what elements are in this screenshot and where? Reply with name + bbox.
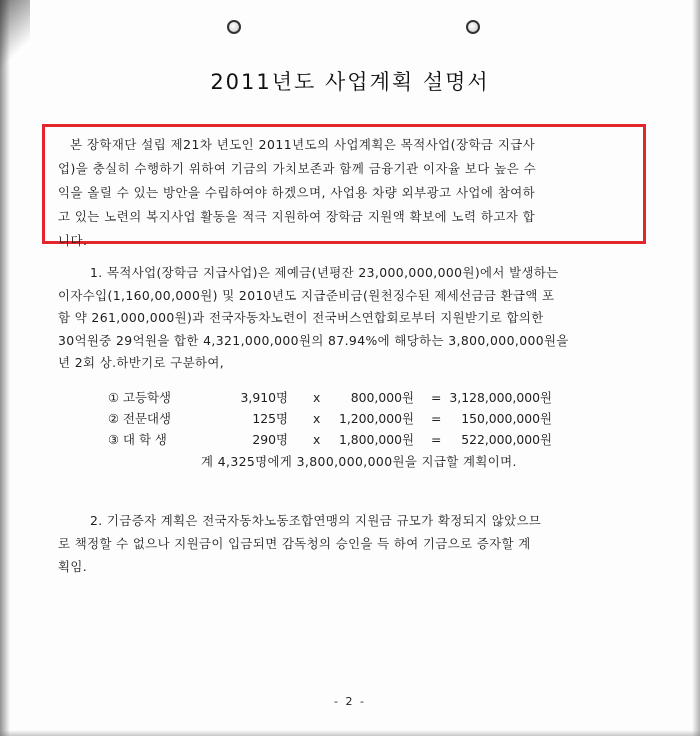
breakdown-count: 3,910명 [240, 390, 288, 405]
breakdown-op: x [313, 411, 321, 426]
breakdown-count: 125명 [252, 411, 288, 426]
scan-shadow-left [0, 0, 10, 736]
breakdown-unit: 800,000원 [350, 390, 414, 405]
breakdown-total: 3,128,000,000원 [449, 390, 552, 405]
section-1-line: 30억원중 29억원을 합한 4,321,000,000원의 87.94%에 해당하는 3,800,000,000원을 [58, 332, 569, 348]
breakdown-unit: 1,200,000원 [338, 411, 414, 426]
scan-shadow-right [692, 0, 700, 736]
section-1-line: 함 약 261,000,000원)과 전국자동차노련이 전국버스연합회로부터 지원받기로 합의한 [58, 310, 544, 325]
breakdown-eq: = [431, 390, 442, 405]
breakdown-eq: = [431, 432, 442, 447]
section-1-line: 1. 목적사업(장학금 지급사업)은 제예금(년평잔 23,000,000,000원)에서 발생하는 [90, 265, 559, 280]
breakdown-eq: = [431, 411, 442, 426]
breakdown-total: 522,000,000원 [461, 432, 552, 447]
section-2-paragraph [58, 509, 646, 578]
breakdown-label: ② 전문대생 [108, 411, 171, 426]
section-2-line: 획임. [58, 559, 88, 574]
breakdown-count: 290명 [252, 432, 288, 447]
punch-hole-icon [227, 20, 241, 34]
breakdown-op: x [313, 432, 321, 447]
breakdown-total: 150,000,000원 [461, 411, 552, 426]
punch-hole-icon [466, 20, 480, 34]
section-2-line: 2. 기금증자 계획은 전국자동차노동조합연맹의 지원금 규모가 확정되지 않았으므 [90, 513, 542, 528]
intro-line: 고 있는 노련의 복지사업 활동을 적극 지원하여 장학금 지원액 확보에 노력 하고자 합 [58, 209, 536, 224]
page-number: - 2 - [334, 695, 366, 708]
section-1-line: 년 2회 상.하반기로 구분하여, [58, 355, 225, 370]
section-1-line: 이자수입(1,160,00,000원) 및 2010년도 지급준비금(원천징수된 제세선금금 환급액 포 [58, 287, 555, 303]
scan-shadow-corner [0, 0, 30, 70]
intro-line: 니다. [58, 233, 88, 248]
intro-line: 본 장학재단 설립 제21차 년도인 2011년도의 사업계획은 목적사업(장학금 지급사 [70, 137, 536, 152]
section-1-paragraph [58, 262, 646, 375]
intro-line: 업)을 충실히 수행하기 위하여 기금의 가치보존과 함께 금융기관 이자율 보다 높은 수 [58, 161, 537, 176]
breakdown-op: x [313, 390, 321, 405]
breakdown-summary: 계 4,325명에게 3,800,000,000원을 지급할 계획이며. [201, 454, 517, 469]
breakdown-label: ① 고등학생 [108, 390, 171, 405]
breakdown-unit: 1,800,000원 [338, 432, 414, 447]
breakdown-label: ③ 대 학 생 [108, 432, 167, 447]
document-title: 2011년도 사업계획 설명서 [210, 70, 490, 94]
intro-paragraph [58, 133, 636, 253]
scan-shadow-bottom [0, 730, 700, 736]
intro-line: 익을 올릴 수 있는 방안을 수립하여야 하겠으며, 사업용 차량 외부광고 사업에 참여하 [58, 185, 536, 200]
section-2-line: 로 책정할 수 없으나 지원금이 입금되면 감독청의 승인을 득 하여 기금으로 증자할 계 [58, 536, 531, 551]
